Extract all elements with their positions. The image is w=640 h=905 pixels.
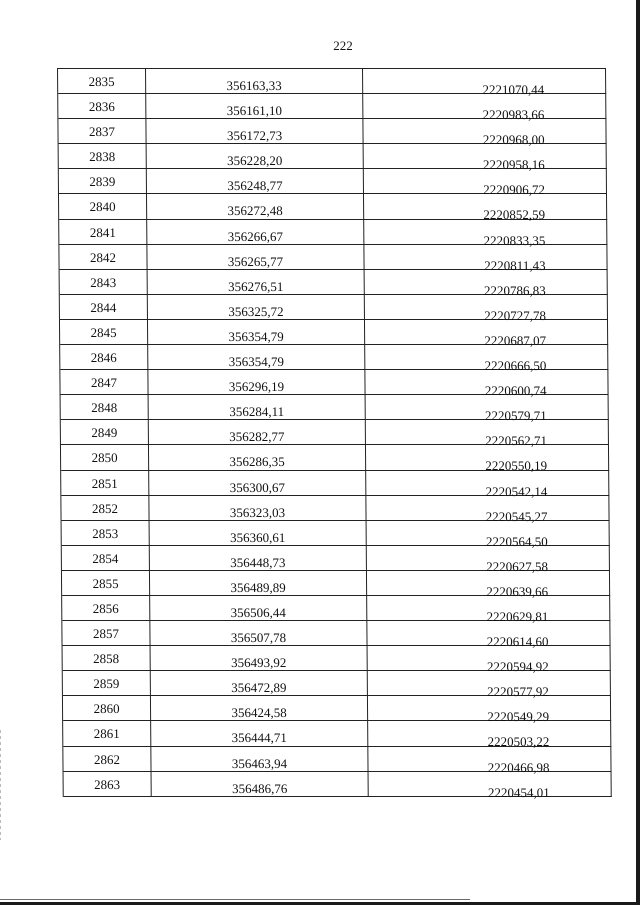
point-number-cell: 2861 — [63, 721, 151, 745]
table-row — [62, 571, 610, 599]
table-row — [60, 270, 608, 298]
y-coordinate-cell: 2220958,16 — [482, 157, 545, 173]
x-coordinate-cell: 356265,77 — [147, 245, 364, 269]
point-number-cell: 2856 — [62, 596, 150, 620]
table-row — [59, 169, 607, 198]
x-coordinate-cell: 356489,89 — [150, 571, 367, 595]
point-number-cell: 2836 — [58, 94, 146, 118]
y-coordinate-cell: 2220562,71 — [485, 433, 547, 449]
table-row — [63, 671, 611, 700]
table-row — [63, 721, 611, 750]
table-row — [59, 194, 607, 223]
table-row — [58, 69, 606, 97]
y-coordinate-cell: 2220564,50 — [485, 533, 548, 549]
point-number-cell: 2846 — [60, 345, 148, 369]
point-number-cell: 2852 — [61, 496, 149, 520]
table-row — [62, 596, 610, 624]
point-number-cell: 2855 — [62, 571, 150, 595]
scan-bottom-line — [0, 899, 470, 900]
y-coordinate-cell: 2220579,71 — [484, 408, 547, 424]
table-row — [58, 119, 606, 148]
y-coordinate-cell: 2220627,58 — [486, 558, 548, 574]
table-row — [63, 747, 611, 775]
y-coordinate-cell: 2220983,66 — [482, 107, 545, 123]
y-coordinate-cell: 2220687,07 — [484, 332, 547, 348]
point-number-cell: 2839 — [59, 169, 147, 193]
y-coordinate-cell: 2220577,92 — [487, 684, 549, 700]
table-row — [59, 245, 607, 273]
scan-left-artifact — [0, 730, 1, 840]
x-coordinate-cell: 356163,33 — [146, 69, 363, 93]
table-row — [61, 445, 609, 474]
y-coordinate-cell: 2220727,78 — [484, 307, 547, 323]
point-number-cell: 2835 — [58, 69, 146, 93]
x-coordinate-cell: 356228,20 — [147, 144, 364, 168]
x-coordinate-cell: 356424,58 — [151, 696, 368, 720]
x-coordinate-cell: 356161,10 — [146, 94, 363, 118]
point-number-cell: 2844 — [60, 295, 148, 319]
y-coordinate-cell: 2220542,14 — [485, 483, 548, 499]
table-row — [62, 546, 610, 574]
x-coordinate-cell: 356493,92 — [151, 646, 368, 670]
point-number-cell: 2853 — [62, 521, 150, 545]
y-coordinate-cell: 2221070,44 — [482, 82, 545, 97]
x-coordinate-cell: 356486,76 — [152, 772, 369, 796]
table-row — [61, 395, 609, 424]
point-number-cell: 2859 — [63, 671, 151, 695]
x-coordinate-cell: 356266,67 — [147, 220, 364, 244]
point-number-cell: 2838 — [59, 144, 147, 168]
point-number-cell: 2850 — [61, 445, 149, 469]
x-coordinate-cell: 356354,79 — [148, 345, 365, 369]
y-coordinate-cell: 2220503,22 — [487, 734, 550, 750]
x-coordinate-cell: 356172,73 — [146, 119, 363, 143]
y-coordinate-cell: 2220833,35 — [483, 232, 546, 248]
x-coordinate-cell: 356284,11 — [149, 395, 366, 419]
x-coordinate-cell: 356463,94 — [151, 747, 368, 771]
y-coordinate-cell: 2220466,98 — [487, 759, 550, 775]
x-coordinate-cell: 356506,44 — [150, 596, 367, 620]
x-coordinate-cell: 356323,03 — [149, 496, 366, 520]
y-coordinate-cell: 2220454,01 — [487, 784, 550, 800]
x-coordinate-cell: 356276,51 — [148, 270, 365, 294]
table-row — [59, 144, 607, 173]
point-number-cell: 2837 — [58, 119, 146, 143]
point-number-cell: 2843 — [60, 270, 148, 294]
x-coordinate-cell: 356325,72 — [148, 295, 365, 319]
x-coordinate-cell: 356296,19 — [148, 370, 365, 394]
table-row — [62, 621, 610, 650]
y-coordinate-cell: 2220614,60 — [486, 634, 549, 650]
point-number-cell: 2854 — [62, 546, 150, 570]
x-coordinate-cell: 356448,73 — [150, 546, 367, 570]
y-coordinate-cell: 2220968,00 — [482, 132, 545, 148]
y-coordinate-cell: 2220550,19 — [485, 458, 548, 474]
point-number-cell: 2847 — [60, 370, 148, 394]
x-coordinate-cell: 356248,77 — [147, 169, 364, 193]
point-number-cell: 2858 — [63, 646, 151, 670]
x-coordinate-cell: 356300,67 — [149, 471, 366, 495]
y-coordinate-cell: 2220666,50 — [484, 358, 547, 374]
table-row — [61, 420, 609, 449]
x-coordinate-cell: 356444,71 — [151, 721, 368, 745]
table-row — [61, 471, 609, 499]
x-coordinate-cell: 356286,35 — [149, 445, 366, 469]
point-number-cell: 2848 — [61, 395, 149, 419]
y-coordinate-cell: 2220786,83 — [483, 282, 546, 298]
table-row — [62, 521, 610, 549]
coordinates-table — [57, 68, 612, 800]
scan-right-edge — [636, 0, 640, 905]
x-coordinate-cell: 356507,78 — [150, 621, 367, 645]
y-coordinate-cell: 2220639,66 — [486, 583, 549, 599]
table-row — [63, 646, 611, 675]
point-number-cell: 2849 — [61, 420, 149, 444]
point-number-cell: 2841 — [59, 220, 147, 244]
table-row — [58, 94, 606, 123]
x-coordinate-cell: 356354,79 — [148, 320, 365, 344]
table-row — [60, 320, 608, 348]
point-number-cell: 2860 — [63, 696, 151, 720]
y-coordinate-cell: 2220600,74 — [484, 383, 547, 399]
table-row — [64, 772, 612, 800]
point-number-cell: 2840 — [59, 194, 147, 218]
y-coordinate-cell: 2220852,59 — [483, 207, 546, 223]
y-coordinate-cell: 2220811,43 — [484, 257, 546, 273]
table-row — [60, 370, 608, 399]
point-number-cell: 2845 — [60, 320, 148, 344]
table-row — [60, 345, 608, 374]
point-number-cell: 2862 — [63, 747, 151, 771]
table-row — [60, 295, 608, 323]
x-coordinate-cell: 356472,89 — [151, 671, 368, 695]
table-row — [59, 220, 607, 248]
y-coordinate-cell: 2220549,29 — [487, 709, 550, 725]
point-number-cell: 2863 — [64, 772, 152, 796]
table-row — [61, 496, 609, 524]
point-number-cell: 2857 — [62, 621, 150, 645]
point-number-cell: 2851 — [61, 471, 149, 495]
table-row — [63, 696, 611, 725]
x-coordinate-cell: 356360,61 — [150, 521, 367, 545]
y-coordinate-cell: 2220594,92 — [486, 659, 549, 675]
x-coordinate-cell: 356282,77 — [149, 420, 366, 444]
x-coordinate-cell: 356272,48 — [147, 194, 364, 218]
y-coordinate-cell: 2220629,81 — [486, 608, 549, 624]
y-coordinate-cell: 2220906,72 — [483, 182, 546, 198]
page-number: 222 — [333, 38, 353, 53]
y-coordinate-cell: 2220545,27 — [485, 508, 548, 524]
point-number-cell: 2842 — [59, 245, 147, 269]
